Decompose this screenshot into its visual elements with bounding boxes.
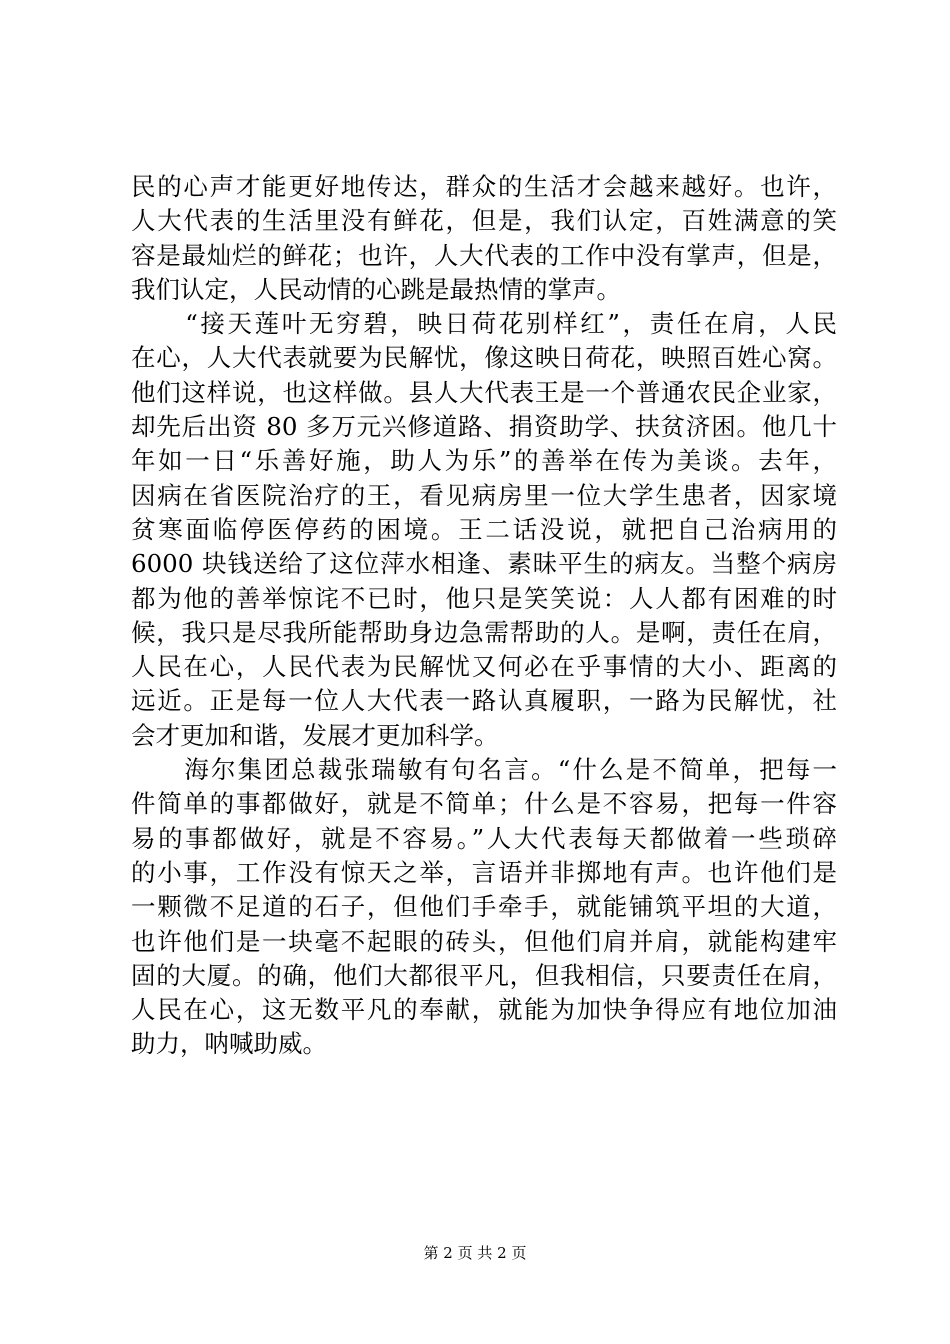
text-line: 容是最灿烂的鲜花；也许，人大代表的工作中没有掌声，但是，	[131, 240, 837, 270]
text-line: 也许他们是一块毫不起眼的砖头，但他们肩并肩，就能构建牢	[131, 926, 837, 956]
text-line: 6000 块钱送给了这位萍水相逢、素昧平生的病友。当整个病房	[131, 549, 837, 579]
paragraph-2	[131, 307, 837, 753]
page-number-footer: 第 2 页 共 2 页	[423, 1244, 527, 1262]
text-line: 贫寒面临停医停药的困境。王二话没说，就把自己治病用的	[131, 514, 837, 544]
text-line: 我们认定，人民动情的心跳是最热情的掌声。	[131, 274, 621, 304]
text-line: 助力，呐喊助威。	[131, 1029, 327, 1059]
text-line: “接天莲叶无穷碧，映日荷花别样红”，责任在肩，人民	[131, 309, 837, 339]
text-line: 因病在省医院治疗的王，看见病房里一位大学生患者，因家境	[131, 480, 837, 510]
text-line: 人民在心，这无数平凡的奉献，就能为加快争得应有地位加油	[131, 995, 837, 1025]
text-line: 民的心声才能更好地传达，群众的生活才会越来越好。也许，	[131, 172, 837, 201]
text-line: 他们这样说，也这样做。县人大代表王是一个普通农民企业家，	[131, 377, 837, 407]
text-line: 易的事都做好，就是不容易。”人大代表每天都做着一些琐碎	[131, 823, 837, 853]
text-line: 件简单的事都做好，就是不简单；什么是不容易，把每一件容	[131, 789, 837, 819]
text-line: 年如一日“乐善好施，助人为乐”的善举在传为美谈。去年，	[131, 446, 837, 476]
text-line: 人大代表的生活里没有鲜花，但是，我们认定，百姓满意的笑	[131, 206, 837, 236]
document-body	[131, 170, 837, 1062]
text-line: 却先后出资 80 多万元兴修道路、捐资助学、扶贫济困。他几十	[131, 412, 837, 442]
text-line: 的小事，工作没有惊天之举，言语并非掷地有声。也许他们是	[131, 857, 837, 887]
text-line: 海尔集团总裁张瑞敏有句名言。“什么是不简单，把每一	[131, 755, 837, 785]
text-line: 人民在心，人民代表为民解忧又何必在乎事情的大小、距离的	[131, 652, 837, 682]
text-line: 一颗微不足道的石子，但他们手牵手，就能铺筑平坦的大道，	[131, 892, 837, 922]
text-line: 在心，人大代表就要为民解忧，像这映日荷花，映照百姓心窝。	[131, 343, 837, 373]
text-line: 远近。正是每一位人大代表一路认真履职，一路为民解忧，社	[131, 686, 837, 716]
text-line: 候，我只是尽我所能帮助身边急需帮助的人。是啊，责任在肩，	[131, 617, 837, 647]
paragraph-3	[131, 753, 837, 1062]
text-line: 都为他的善举惊诧不已时，他只是笑笑说：人人都有困难的时	[131, 583, 837, 613]
paragraph-1	[131, 170, 837, 307]
text-line: 固的大厦。的确，他们大都很平凡，但我相信，只要责任在肩，	[131, 960, 837, 990]
text-line: 会才更加和谐，发展才更加科学。	[131, 720, 499, 750]
